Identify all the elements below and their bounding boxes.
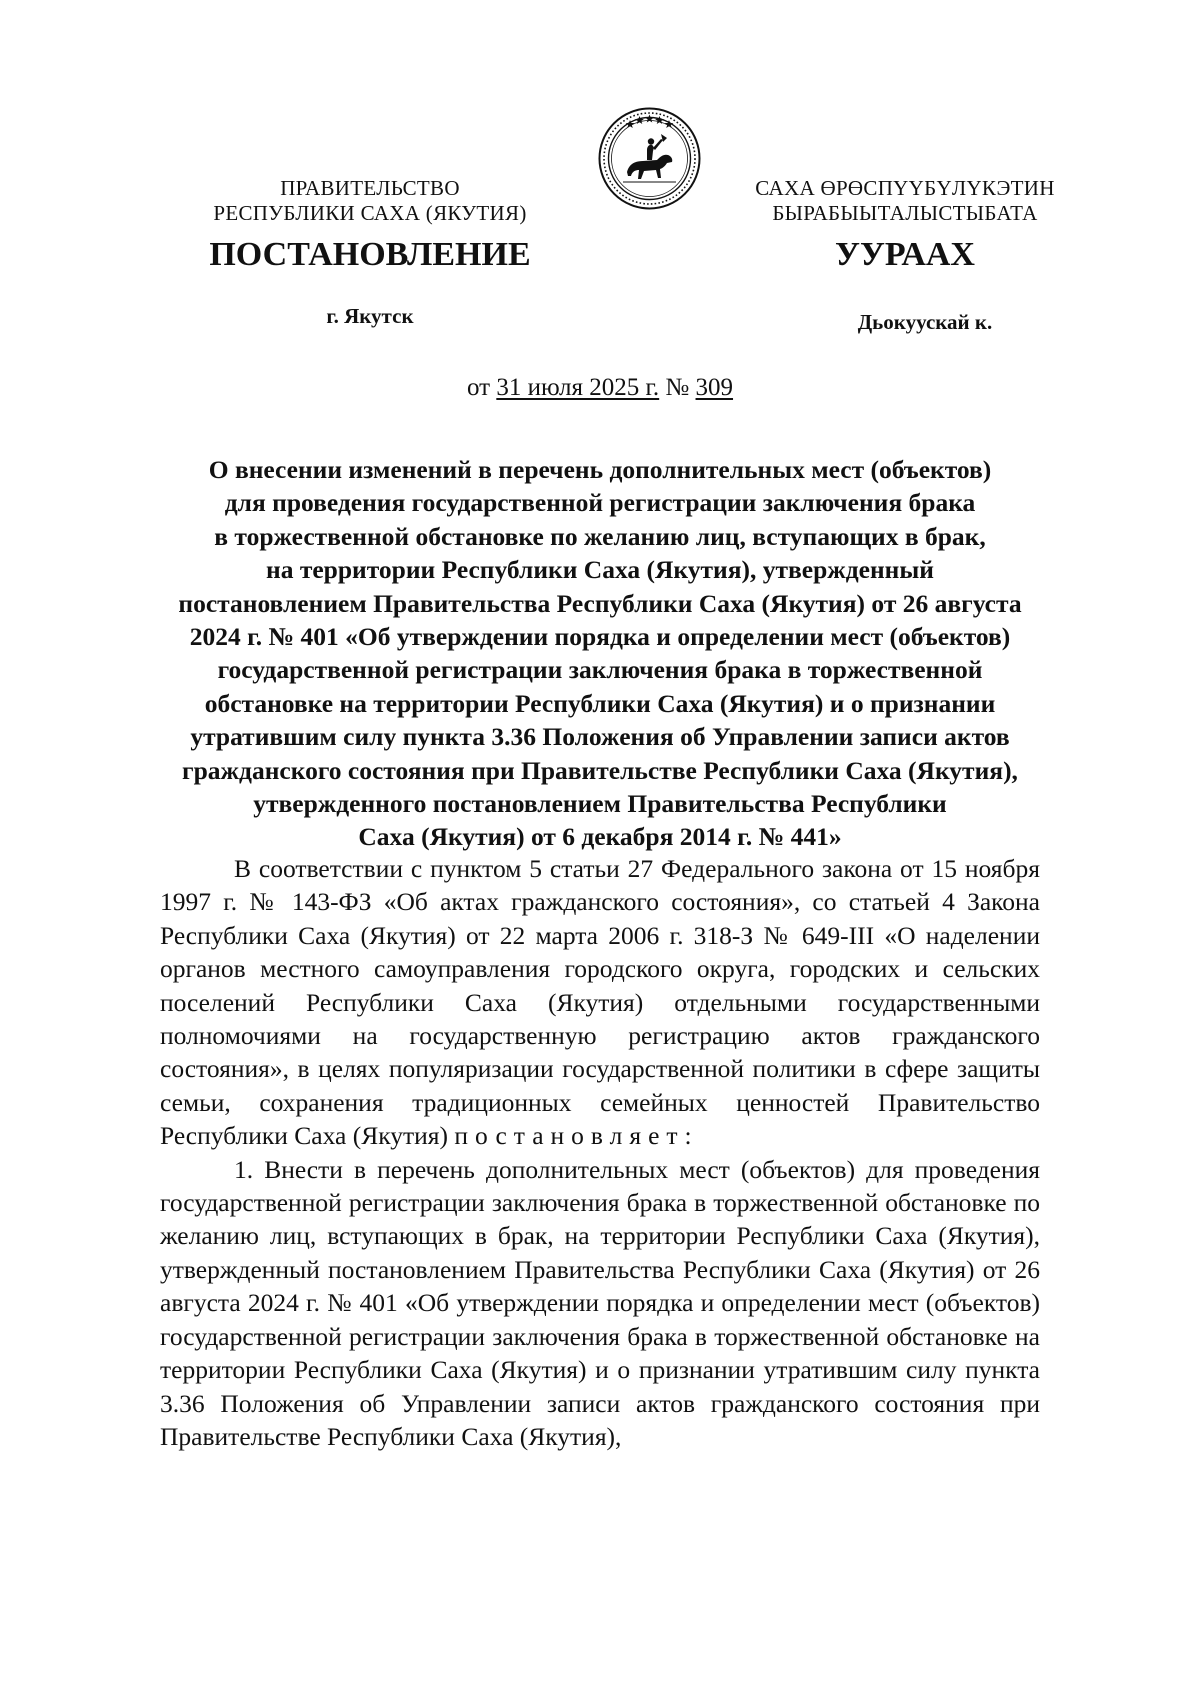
date-prefix: от bbox=[466, 374, 491, 401]
document-body bbox=[160, 852, 1040, 1453]
title-line: гражданского состояния при Правительстве Республики Саха (Якутия), bbox=[182, 755, 1018, 785]
title-line: утвержденного постановлением Правительства Республики bbox=[253, 789, 947, 819]
city-russian: г. Якутск bbox=[326, 304, 414, 328]
title-line: обстановке на территории Республики Саха (Якутия) и о признании bbox=[204, 688, 996, 718]
clause-1-paragraph: 1. Внести в перечень дополнительных мест (объектов) для проведения государственной регистрации заключения брака в торжественной обстановке по желанию лиц, вступающих в брак, на территории Республики Саха (Якутия), утвержденный постановлением Правительства Республики Саха (Якутия) от 26 августа 2024 г. № 401 «Об утверждении порядка и определении мест (объектов) государственной регистрации заключения брака в торжественной обстановке на территории Республики Саха (Якутия) и о признании утратившим силу пункта 3.36 Положения об Управлении записи актов гражданского состояния при Правительстве Республики Саха (Якутия), bbox=[160, 1154, 1040, 1451]
resolves-word: постановляет: bbox=[454, 1121, 699, 1151]
city-yakut: Дьокуускай к. bbox=[857, 310, 993, 334]
emblem-icon bbox=[597, 106, 702, 211]
preamble-text: В соответствии с пунктом 5 статьи 27 Федерального закона от 15 ноября 1997 г. № 143-ФЗ «Об актах гражданского состояния», со статьей 4 Закона Республики Саха (Якутия) от 22 марта 2006 г. 318-З № 649-III «О наделении органов местного самоуправления городского округа, городских и сельских поселений Республики Саха (Якутия) отдельными государственными полномочиями на государственную регистрацию актов гражданского состояния», в целях популяризации государственной политики в сфере защиты семьи, сохранения традиционных семейных ценностей Правительство Республики Саха (Якутия) bbox=[160, 854, 1040, 1151]
issuer-name-yakut bbox=[715, 176, 1095, 226]
date-and-number-line bbox=[300, 374, 900, 402]
title-line: для проведения государственной регистрации заключения брака bbox=[224, 488, 976, 518]
issuer-name-russian bbox=[170, 176, 570, 226]
document-type-russian: ПОСТАНОВЛЕНИЕ bbox=[209, 236, 531, 273]
issuer-line-1: ПРАВИТЕЛЬСТВО bbox=[280, 176, 460, 200]
number-sign: № bbox=[665, 374, 690, 401]
document-type-yakut: УУРААХ bbox=[835, 236, 975, 273]
coat-of-arms-emblem bbox=[597, 106, 702, 211]
title-line: утратившим силу пункта 3.36 Положения об Управлении записи актов bbox=[190, 722, 1010, 752]
title-line: О внесении изменений в перечень дополнительных мест (объектов) bbox=[208, 455, 992, 484]
title-line: Саха (Якутия) от 6 декабря 2014 г. № 441» bbox=[358, 822, 842, 852]
issuer-line-2: РЕСПУБЛИКИ САХА (ЯКУТИЯ) bbox=[213, 201, 527, 225]
issuer-yakut-line-2: БЫРАБЫЫТАЛЫСТЫБАТА bbox=[772, 201, 1038, 225]
document-number: 309 bbox=[695, 374, 734, 401]
document-date: 31 июля 2025 г. bbox=[496, 374, 660, 401]
document-title bbox=[140, 453, 1060, 854]
title-line: в торжественной обстановке по желанию лиц, вступающих в брак, bbox=[214, 521, 986, 551]
issuer-yakut-line-1: САХА ӨРӨСПҮҮБҮЛҮКЭТИН bbox=[755, 176, 1055, 200]
title-line: 2024 г. № 401 «Об утверждении порядка и определении мест (объектов) bbox=[189, 622, 1011, 652]
preamble-paragraph bbox=[160, 852, 1040, 1153]
title-line: государственной регистрации заключения брака в торжественной bbox=[217, 655, 983, 685]
title-line: на территории Республики Саха (Якутия), утвержденный bbox=[266, 555, 934, 585]
title-line: постановлением Правительства Республики Саха (Якутия) от 26 августа bbox=[178, 588, 1022, 618]
